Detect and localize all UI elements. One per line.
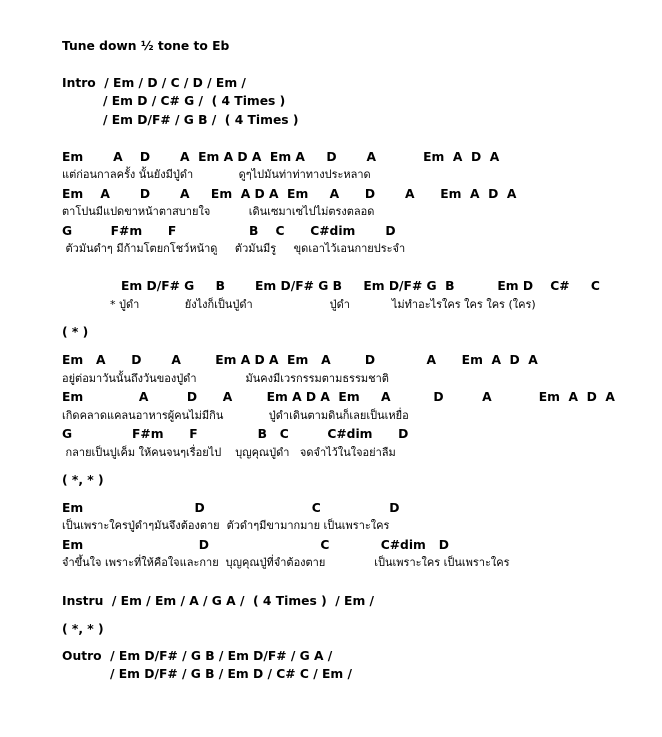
lyric-line: อยู่ต่อมาวันนั้นถึงวันของปู่ดำ มันคงมีเวรกรรมตามธรรมชาติ [62, 372, 389, 385]
intro-line-2: / Em D / C# G / ( 4 Times ) [103, 94, 286, 108]
chord-line: Em D/F# G B Em D/F# G B Em D/F# G B Em D C# C [121, 279, 600, 293]
outro-line-1: Outro / Em D/F# / G B / Em D/F# / G A / [62, 649, 333, 663]
tuning-note: Tune down ½ tone to Eb [62, 39, 230, 53]
lyric-line: เป็นเพราะใครปู่ดำๆมันจึงต้องตาย ตัวดำๆมีขามากมาย เป็นเพราะใคร [62, 519, 390, 532]
intro-line-1: Intro / Em / D / C / D / Em / [62, 76, 246, 90]
instrumental-line: Instru / Em / Em / A / G A / ( 4 Times ) / Em / [62, 594, 375, 608]
chord-line: Em A D A Em A D A Em A D A Em A D A [62, 187, 517, 201]
chord-line: Em D C D [62, 501, 400, 515]
chord-line: Em A D A Em A D A Em A D A Em A D A [62, 150, 500, 164]
lyric-line: เกิดคลาดแคลนอาหารผู้คนไม่มีกิน ปู่ดำเดินตามดินก็เลยเป็นเหยื่อ [62, 409, 409, 422]
repeat-mark: ( * ) [62, 325, 89, 339]
lyric-line: กลายเป็นปูเค็ม ให้คนจนๆเรื่อยไป บุญคุณปู่ดำ จดจำไว้ในใจอย่าลืม [62, 446, 396, 459]
lyric-line: * ปู่ดำ ยังไงก็เป็นปู่ดำ ปู่ดำ ไม่ทำอะไรใคร ใคร ใคร (ใคร) [110, 298, 536, 311]
lyric-line: ตัวมันดำๆ มีก้ามโตยกโชว์หน้าดู ตัวมันมีรู ขุดเอาไว้เอนกายประจำ [62, 242, 406, 255]
repeat-mark: ( *, * ) [62, 473, 104, 487]
chord-line: Em D C C#dim D [62, 538, 449, 552]
intro-line-3: / Em D/F# / G B / ( 4 Times ) [103, 113, 299, 127]
chord-line: Em A D A Em A D A Em A D A Em A D A [62, 353, 538, 367]
lyric-line: ตาโปนมีแปดขาหน้าตาสบายใจ เดินเซมาเซไปไม่ตรงตลอด [62, 205, 375, 218]
outro-line-2: / Em D/F# / G B / Em D / C# C / Em / [110, 667, 352, 681]
lyric-line: จำขึ้นใจ เพราะที่ให้คือใจและกาย บุญคุณปู่ที่จำต้องตาย เป็นเพราะใคร เป็นเพราะใคร [62, 556, 510, 569]
lyric-line: แต่ก่อนกาลครั้ง นั้นยังมีปู่ดำ ดูๆไปมันท่าท่าทางประหลาด [62, 168, 371, 181]
chord-line: Em A D A Em A D A Em A D A Em A D A [62, 390, 615, 404]
chord-line: G F#m F B C C#dim D [62, 224, 396, 238]
repeat-mark: ( *, * ) [62, 622, 104, 636]
chord-line: G F#m F B C C#dim D [62, 427, 409, 441]
